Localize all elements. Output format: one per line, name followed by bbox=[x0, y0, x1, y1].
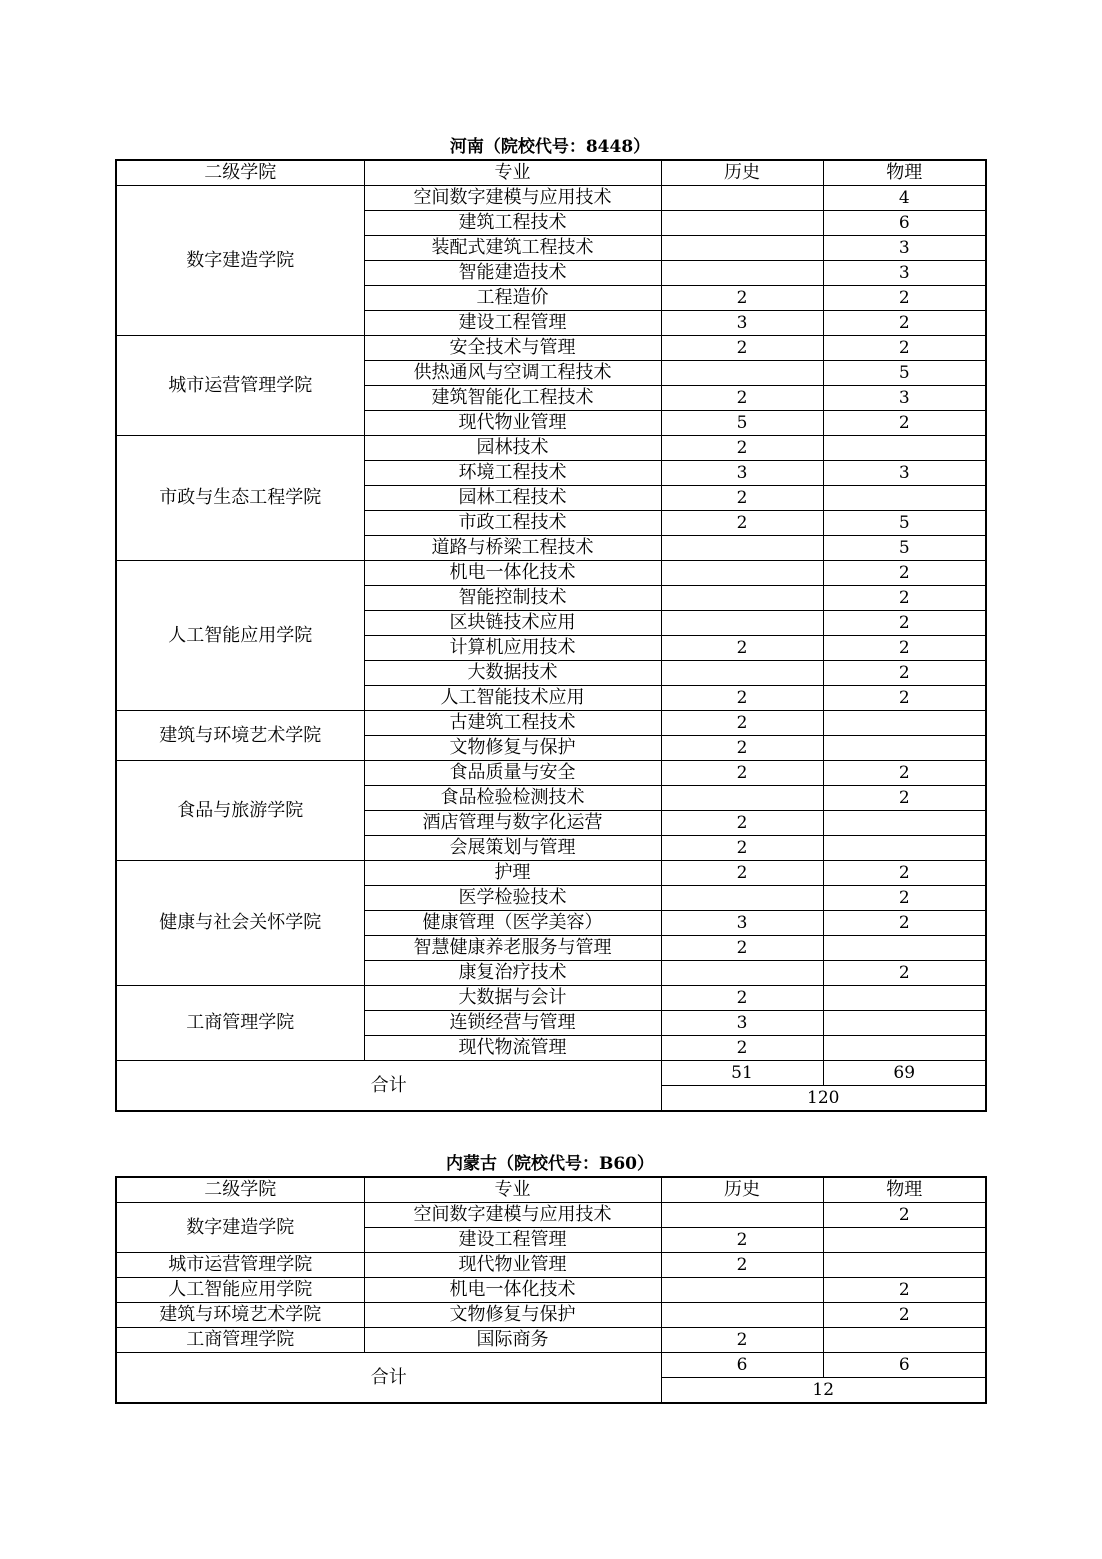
history-cell: 3 bbox=[661, 311, 823, 336]
header-history: 历史 bbox=[661, 1177, 823, 1203]
college-cell: 工商管理学院 bbox=[116, 986, 364, 1061]
physics-cell: 5 bbox=[823, 511, 986, 536]
total-section bbox=[116, 1061, 986, 1112]
physics-cell: 2 bbox=[823, 786, 986, 811]
physics-cell bbox=[823, 836, 986, 861]
college-cell: 城市运营管理学院 bbox=[116, 336, 364, 436]
major-cell: 连锁经营与管理 bbox=[364, 1011, 661, 1036]
physics-cell: 2 bbox=[823, 661, 986, 686]
history-cell bbox=[661, 211, 823, 236]
history-cell: 2 bbox=[661, 736, 823, 761]
physics-cell: 2 bbox=[823, 961, 986, 986]
physics-cell bbox=[823, 936, 986, 961]
major-cell: 工程造价 bbox=[364, 286, 661, 311]
major-cell: 食品检验检测技术 bbox=[364, 786, 661, 811]
major-cell: 空间数字建模与应用技术 bbox=[364, 186, 661, 211]
major-cell: 国际商务 bbox=[364, 1328, 661, 1353]
major-cell: 智能建造技术 bbox=[364, 261, 661, 286]
major-cell: 现代物流管理 bbox=[364, 1036, 661, 1061]
physics-cell bbox=[823, 436, 986, 461]
history-cell: 2 bbox=[661, 986, 823, 1011]
header-history: 历史 bbox=[661, 160, 823, 186]
total-label: 合计 bbox=[116, 1353, 661, 1404]
total-physics: 6 bbox=[823, 1353, 986, 1378]
physics-cell: 2 bbox=[823, 761, 986, 786]
physics-cell: 2 bbox=[823, 1303, 986, 1328]
table-title: 河南（院校代号：8448） bbox=[449, 137, 651, 157]
major-cell: 食品质量与安全 bbox=[364, 761, 661, 786]
major-cell: 道路与桥梁工程技术 bbox=[364, 536, 661, 561]
college-cell: 工商管理学院 bbox=[116, 1328, 364, 1353]
physics-cell: 3 bbox=[823, 236, 986, 261]
major-cell: 现代物业管理 bbox=[364, 1253, 661, 1278]
history-cell: 2 bbox=[661, 486, 823, 511]
major-cell: 空间数字建模与应用技术 bbox=[364, 1203, 661, 1228]
header-physics: 物理 bbox=[823, 1177, 986, 1203]
table-title: 内蒙古（院校代号：B60） bbox=[445, 1154, 655, 1174]
table-row bbox=[116, 436, 986, 461]
total-row bbox=[116, 1353, 986, 1378]
history-cell bbox=[661, 236, 823, 261]
physics-cell bbox=[823, 1228, 986, 1253]
major-cell: 会展策划与管理 bbox=[364, 836, 661, 861]
history-cell: 2 bbox=[661, 336, 823, 361]
total-row bbox=[116, 1061, 986, 1086]
major-cell: 安全技术与管理 bbox=[364, 336, 661, 361]
total-history: 51 bbox=[661, 1061, 823, 1086]
physics-cell bbox=[823, 1253, 986, 1278]
history-cell: 2 bbox=[661, 761, 823, 786]
physics-cell: 2 bbox=[823, 561, 986, 586]
major-cell: 建设工程管理 bbox=[364, 311, 661, 336]
header-major: 专业 bbox=[364, 1177, 661, 1203]
history-cell: 2 bbox=[661, 1328, 823, 1353]
total-sum: 12 bbox=[661, 1378, 986, 1404]
table-row bbox=[116, 1278, 986, 1303]
physics-cell bbox=[823, 736, 986, 761]
henan-table-block bbox=[115, 136, 985, 1112]
physics-cell: 3 bbox=[823, 461, 986, 486]
major-cell: 文物修复与保护 bbox=[364, 736, 661, 761]
college-cell: 食品与旅游学院 bbox=[116, 761, 364, 861]
table-row bbox=[116, 986, 986, 1011]
physics-cell: 2 bbox=[823, 611, 986, 636]
physics-cell: 5 bbox=[823, 536, 986, 561]
major-cell: 建设工程管理 bbox=[364, 1228, 661, 1253]
physics-cell: 2 bbox=[823, 411, 986, 436]
history-cell: 2 bbox=[661, 711, 823, 736]
table-row bbox=[116, 1303, 986, 1328]
physics-cell: 2 bbox=[823, 1203, 986, 1228]
table-row bbox=[116, 1328, 986, 1353]
college-cell: 健康与社会关怀学院 bbox=[116, 861, 364, 986]
major-cell: 区块链技术应用 bbox=[364, 611, 661, 636]
header-college: 二级学院 bbox=[116, 1177, 364, 1203]
history-cell: 2 bbox=[661, 811, 823, 836]
major-cell: 装配式建筑工程技术 bbox=[364, 236, 661, 261]
history-cell: 5 bbox=[661, 411, 823, 436]
table-row bbox=[116, 861, 986, 886]
neimenggu-table-block bbox=[115, 1153, 985, 1404]
physics-cell: 3 bbox=[823, 261, 986, 286]
physics-cell: 2 bbox=[823, 686, 986, 711]
history-cell bbox=[661, 611, 823, 636]
college-cell: 市政与生态工程学院 bbox=[116, 436, 364, 561]
physics-cell bbox=[823, 711, 986, 736]
physics-cell bbox=[823, 1328, 986, 1353]
table-row bbox=[116, 711, 986, 736]
physics-cell: 2 bbox=[823, 861, 986, 886]
history-cell: 2 bbox=[661, 936, 823, 961]
physics-cell: 3 bbox=[823, 386, 986, 411]
major-cell: 环境工程技术 bbox=[364, 461, 661, 486]
physics-cell: 2 bbox=[823, 636, 986, 661]
major-cell: 园林工程技术 bbox=[364, 486, 661, 511]
table-row bbox=[116, 761, 986, 786]
major-cell: 建筑智能化工程技术 bbox=[364, 386, 661, 411]
major-cell: 文物修复与保护 bbox=[364, 1303, 661, 1328]
major-cell: 健康管理（医学美容） bbox=[364, 911, 661, 936]
physics-cell bbox=[823, 811, 986, 836]
history-cell: 2 bbox=[661, 861, 823, 886]
physics-cell bbox=[823, 486, 986, 511]
history-cell bbox=[661, 586, 823, 611]
history-cell: 3 bbox=[661, 1011, 823, 1036]
college-cell: 数字建造学院 bbox=[116, 186, 364, 336]
header-college: 二级学院 bbox=[116, 160, 364, 186]
major-cell: 智能控制技术 bbox=[364, 586, 661, 611]
physics-cell: 2 bbox=[823, 311, 986, 336]
table-row bbox=[116, 336, 986, 361]
college-cell: 人工智能应用学院 bbox=[116, 1278, 364, 1303]
major-cell: 人工智能技术应用 bbox=[364, 686, 661, 711]
major-cell: 大数据与会计 bbox=[364, 986, 661, 1011]
physics-cell: 6 bbox=[823, 211, 986, 236]
major-cell: 园林技术 bbox=[364, 436, 661, 461]
history-cell bbox=[661, 1203, 823, 1228]
history-cell: 2 bbox=[661, 286, 823, 311]
physics-cell bbox=[823, 986, 986, 1011]
history-cell bbox=[661, 361, 823, 386]
physics-cell: 2 bbox=[823, 911, 986, 936]
physics-cell: 2 bbox=[823, 336, 986, 361]
physics-cell bbox=[823, 1036, 986, 1061]
history-cell bbox=[661, 661, 823, 686]
major-cell: 供热通风与空调工程技术 bbox=[364, 361, 661, 386]
major-cell: 酒店管理与数字化运营 bbox=[364, 811, 661, 836]
history-cell bbox=[661, 1303, 823, 1328]
major-cell: 现代物业管理 bbox=[364, 411, 661, 436]
college-cell: 人工智能应用学院 bbox=[116, 561, 364, 711]
history-cell: 2 bbox=[661, 836, 823, 861]
major-cell: 康复治疗技术 bbox=[364, 961, 661, 986]
physics-cell: 4 bbox=[823, 186, 986, 211]
major-cell: 大数据技术 bbox=[364, 661, 661, 686]
history-cell: 2 bbox=[661, 1253, 823, 1278]
college-cell: 建筑与环境艺术学院 bbox=[116, 1303, 364, 1328]
table-body bbox=[116, 186, 986, 1061]
history-cell bbox=[661, 536, 823, 561]
enrollment-table bbox=[115, 159, 987, 1112]
physics-cell bbox=[823, 1011, 986, 1036]
history-cell: 2 bbox=[661, 1228, 823, 1253]
college-cell: 建筑与环境艺术学院 bbox=[116, 711, 364, 761]
physics-cell: 2 bbox=[823, 586, 986, 611]
table-row bbox=[116, 561, 986, 586]
major-cell: 智慧健康养老服务与管理 bbox=[364, 936, 661, 961]
table-row bbox=[116, 1203, 986, 1228]
total-physics: 69 bbox=[823, 1061, 986, 1086]
college-cell: 数字建造学院 bbox=[116, 1203, 364, 1253]
header-row bbox=[116, 160, 986, 186]
history-cell bbox=[661, 786, 823, 811]
history-cell bbox=[661, 886, 823, 911]
total-history: 6 bbox=[661, 1353, 823, 1378]
total-label: 合计 bbox=[116, 1061, 661, 1112]
header-physics: 物理 bbox=[823, 160, 986, 186]
history-cell: 2 bbox=[661, 636, 823, 661]
total-section bbox=[116, 1353, 986, 1404]
history-cell: 3 bbox=[661, 911, 823, 936]
table-row bbox=[116, 186, 986, 211]
major-cell: 建筑工程技术 bbox=[364, 211, 661, 236]
history-cell: 2 bbox=[661, 511, 823, 536]
header-major: 专业 bbox=[364, 160, 661, 186]
history-cell: 2 bbox=[661, 1036, 823, 1061]
college-cell: 城市运营管理学院 bbox=[116, 1253, 364, 1278]
major-cell: 市政工程技术 bbox=[364, 511, 661, 536]
physics-cell: 5 bbox=[823, 361, 986, 386]
history-cell: 2 bbox=[661, 436, 823, 461]
history-cell: 2 bbox=[661, 686, 823, 711]
major-cell: 护理 bbox=[364, 861, 661, 886]
history-cell bbox=[661, 186, 823, 211]
physics-cell: 2 bbox=[823, 1278, 986, 1303]
history-cell bbox=[661, 1278, 823, 1303]
history-cell: 3 bbox=[661, 461, 823, 486]
total-sum: 120 bbox=[661, 1086, 986, 1112]
major-cell: 计算机应用技术 bbox=[364, 636, 661, 661]
header-row bbox=[116, 1177, 986, 1203]
history-cell bbox=[661, 961, 823, 986]
history-cell: 2 bbox=[661, 386, 823, 411]
major-cell: 机电一体化技术 bbox=[364, 1278, 661, 1303]
physics-cell: 2 bbox=[823, 886, 986, 911]
enrollment-table bbox=[115, 1176, 987, 1404]
table-body bbox=[116, 1203, 986, 1353]
physics-cell: 2 bbox=[823, 286, 986, 311]
history-cell bbox=[661, 261, 823, 286]
major-cell: 医学检验技术 bbox=[364, 886, 661, 911]
major-cell: 古建筑工程技术 bbox=[364, 711, 661, 736]
major-cell: 机电一体化技术 bbox=[364, 561, 661, 586]
table-row bbox=[116, 1253, 986, 1278]
history-cell bbox=[661, 561, 823, 586]
